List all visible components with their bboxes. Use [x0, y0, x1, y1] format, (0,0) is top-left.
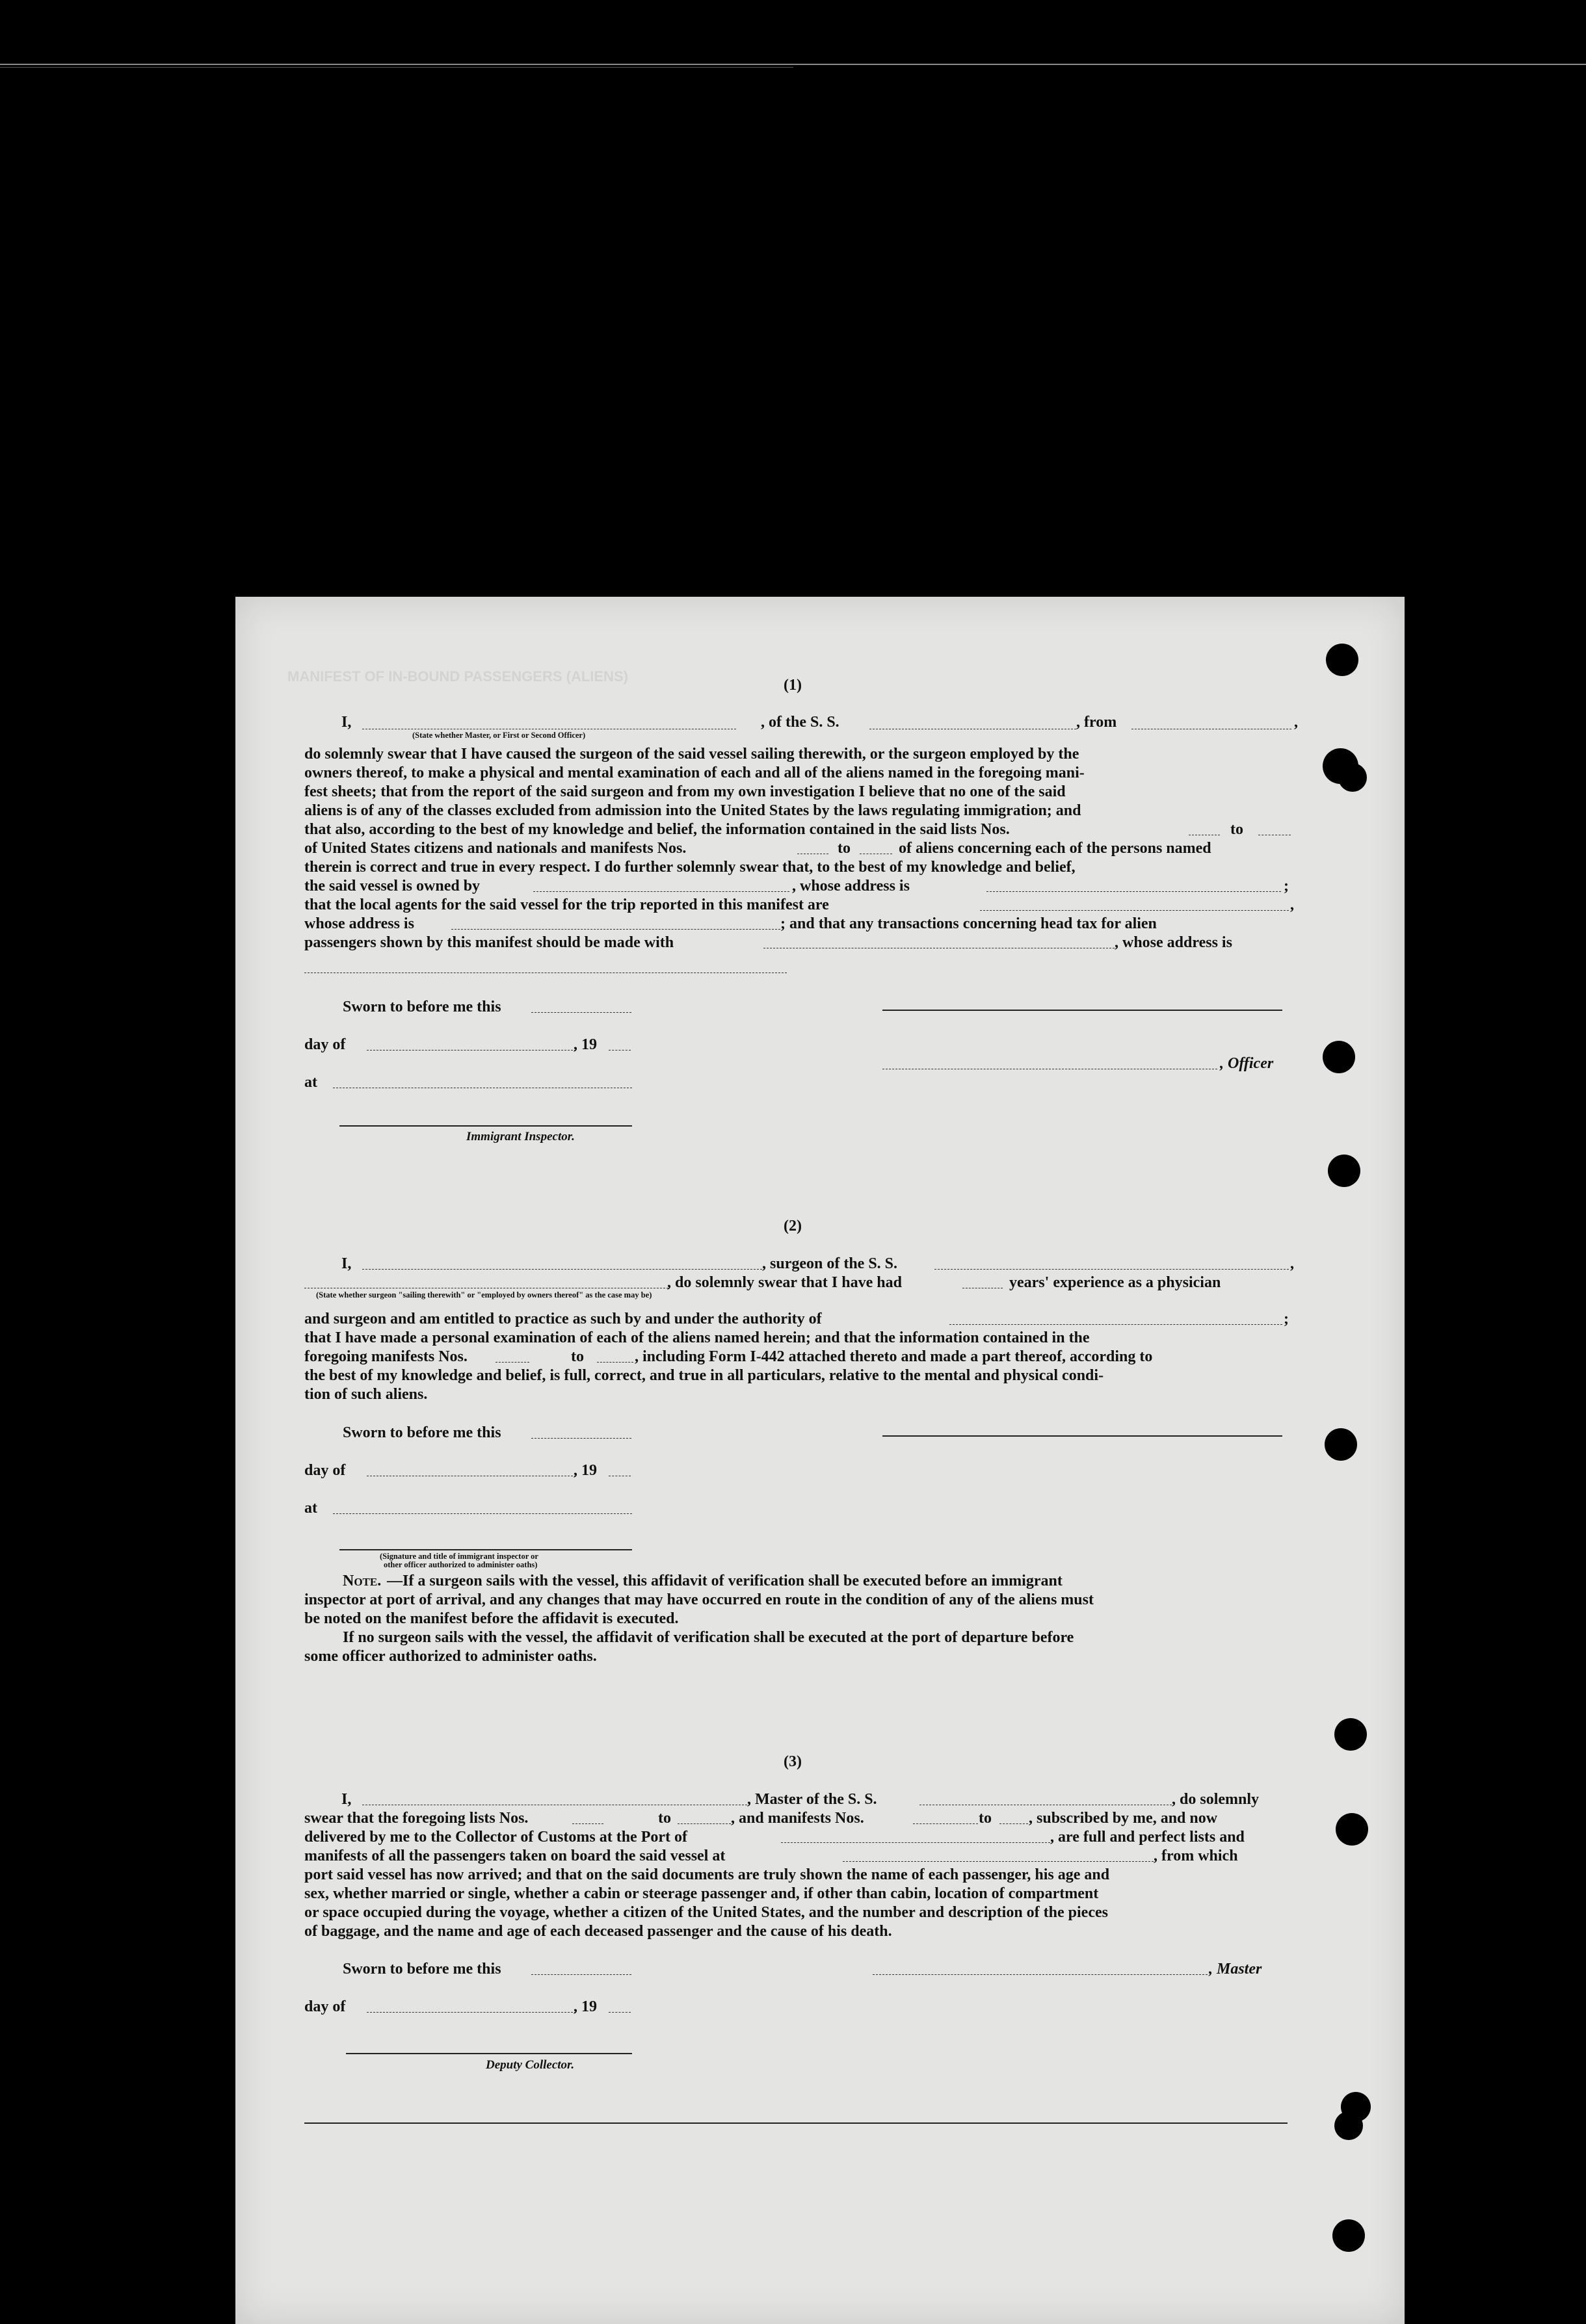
s2-note-line-0: —If a surgeon sails with the vessel, this affidavit of verification shall be executed before an immigrant [387, 1573, 1063, 1589]
binding-hole [1336, 1813, 1368, 1846]
s3-master-of-ss: , Master of the S. S. [747, 1791, 877, 1808]
film-edge-line-lower [0, 67, 793, 68]
s3-day-of: day of [304, 1998, 346, 2015]
binding-hole [1328, 1155, 1360, 1187]
section-3-heading: (3) [784, 1753, 802, 1770]
s2-foregoing: foregoing manifests Nos. [304, 1348, 468, 1365]
s2-state-note: (State whether surgeon "sailing therewith" or "employed by owners thereof" as the case may be) [316, 1290, 652, 1299]
s1-line-4: that also, according to the best of my knowledge and belief, the information contained in the said lists Nos. [304, 821, 1010, 838]
s2-manifests-to-field [597, 1362, 633, 1363]
s1-owner-field [533, 891, 789, 892]
film-edge-line [0, 64, 1586, 65]
s1-signature-line [882, 1010, 1282, 1011]
s3-master: , Master [1209, 1961, 1262, 1978]
s3-from-which: , from which [1154, 1847, 1238, 1864]
s1-comma: , [1294, 714, 1298, 731]
s1-owner-address-field [986, 891, 1281, 892]
s2-line-1: tion of such aliens. [304, 1386, 428, 1403]
s1-inspector: Immigrant Inspector. [466, 1130, 575, 1143]
s3-to: to [658, 1810, 671, 1827]
s2-day-of: day of [304, 1462, 346, 1479]
s1-line-6: therein is correct and true in every respect. I do further solemnly swear that, to the best of my knowledge and belief, [304, 859, 1076, 876]
s3-year: , 19 [574, 1998, 597, 2015]
s2-year: , 19 [574, 1462, 597, 1479]
s2-note-line-1: inspector at port of arrival, and any changes that may have occurred en route in the condition of any of the aliens must [304, 1591, 1094, 1608]
s2-note-label: Note. [343, 1573, 382, 1589]
s1-to-2: to [838, 840, 851, 857]
s2-authority-field [949, 1324, 1282, 1325]
s3-delivered: delivered by me to the Collector of Customs at the Port of [304, 1829, 687, 1846]
s3-deputy-line [346, 2053, 632, 2054]
s1-year-field [609, 1050, 631, 1051]
s1-sworn-field [531, 1012, 631, 1013]
s3-to-2: to [979, 1810, 992, 1827]
s2-do-solemnly: , do solemnly swear that I have had [667, 1274, 902, 1291]
s1-line-2: fest sheets; that from the report of the said surgeon and from my own investigation I believe that no one of the said [304, 783, 1066, 800]
s2-semicolon: ; [1284, 1311, 1289, 1327]
s3-sworn-field [531, 1974, 631, 1975]
s2-signature-line [882, 1435, 1282, 1437]
s2-years-exp: years' experience as a physician [1009, 1274, 1221, 1291]
s3-day-field [367, 2012, 576, 2013]
s1-whose-address: , whose address is [792, 878, 910, 894]
binding-hole [1334, 2111, 1363, 2140]
s2-personal-exam: that I have made a personal examination of each of the aliens named herein; and that the information contained in the [304, 1329, 1090, 1346]
s1-officer: , Officer [1220, 1055, 1274, 1072]
s2-note-line-3: If no surgeon sails with the vessel, the affidavit of verification shall be executed at the port of departure before [343, 1629, 1074, 1646]
s2-inspector-line [339, 1549, 632, 1550]
s3-line-3: of baggage, and the name and age of each deceased passenger and the cause of his death. [304, 1923, 892, 1940]
s2-manifests-from-field [496, 1362, 529, 1363]
s1-day-of: day of [304, 1036, 346, 1053]
binding-hole [1334, 1718, 1367, 1751]
s2-line-0: the best of my knowledge and belief, is full, correct, and true in all particulars, relative to the mental and physical condi- [304, 1367, 1104, 1384]
s1-year: , 19 [574, 1036, 597, 1053]
s3-manifests-all: manifests of all the passengers taken on board the said vessel at [304, 1847, 726, 1864]
binding-hole [1338, 763, 1367, 792]
s2-at-field [333, 1513, 632, 1514]
s1-i: I, [341, 714, 352, 731]
s2-authority: and surgeon and am entitled to practice as such by and under the authority of [304, 1311, 822, 1327]
s1-head-tax: ; and that any transactions concerning head tax for alien [780, 915, 1157, 932]
section-1-heading: (1) [784, 677, 802, 694]
bottom-rule [304, 2122, 1288, 2124]
s2-sig-note-1: (Signature and title of immigrant inspector or [380, 1552, 538, 1561]
s2-surgeon-of-ss: , surgeon of the S. S. [762, 1255, 898, 1272]
s2-sig-note-2: other officer authorized to administer oaths) [384, 1560, 538, 1569]
form-sheet [235, 597, 1405, 2324]
s2-i: I, [341, 1255, 352, 1272]
s3-lists-to-field [678, 1823, 731, 1824]
s2-vessel-field [934, 1269, 1289, 1270]
s1-of-ss: , of the S. S. [761, 714, 839, 731]
s3-deputy: Deputy Collector. [486, 2058, 575, 2072]
s1-of-aliens: of aliens concerning each of the persons named [899, 840, 1211, 857]
s1-agents-address-field [451, 929, 780, 930]
s3-swear-lists: swear that the foregoing lists Nos. [304, 1810, 529, 1827]
s3-manifests-to-field [999, 1823, 1028, 1824]
s1-line-7: the said vessel is owned by [304, 878, 481, 894]
s1-at: at [304, 1074, 317, 1091]
s1-inspector-line [339, 1125, 632, 1127]
s2-sworn-field [531, 1438, 631, 1439]
s3-full-perfect: , are full and perfect lists and [1050, 1829, 1245, 1846]
s3-i: I, [341, 1791, 352, 1808]
s2-sworn: Sworn to before me this [343, 1424, 501, 1441]
s3-line-2: or space occupied during the voyage, whether a citizen of the United States, and the number and description of the pieces [304, 1904, 1108, 1921]
bleed-through-stamp: MANIFEST OF IN-BOUND PASSENGERS (ALIENS) [287, 668, 628, 685]
s3-embark-port-field [843, 1861, 1154, 1862]
s2-at: at [304, 1500, 317, 1517]
s3-subscribed: , subscribed by me, and now [1029, 1810, 1218, 1827]
s1-line-10: passengers shown by this manifest should be made with [304, 934, 674, 951]
s1-sworn: Sworn to before me this [343, 999, 501, 1015]
s1-whose-address-2: , whose address is [1115, 934, 1232, 951]
s1-line-0: do solemnly swear that I have caused the surgeon of the said vessel sailing therewith, or the surgeon employed by the [304, 746, 1079, 763]
binding-hole [1326, 644, 1358, 676]
s1-line-5: of United States citizens and nationals and manifests Nos. [304, 840, 687, 857]
s1-line-9: whose address is [304, 915, 414, 932]
s3-line-0: port said vessel has now arrived; and that on the said documents are truly shown the name of each passenger, his age and [304, 1866, 1110, 1883]
s1-line-1: owners thereof, to make a physical and mental examination of each and all of the aliens named in the foregoing mani- [304, 764, 1085, 781]
s1-from: , from [1076, 714, 1117, 731]
s3-do-solemnly: , do solemnly [1172, 1791, 1260, 1808]
s1-semicolon: ; [1284, 878, 1289, 894]
section-2-heading: (2) [784, 1218, 802, 1234]
binding-hole [1332, 2219, 1365, 2252]
s3-year-field [609, 2012, 631, 2013]
s1-day-field [367, 1050, 576, 1051]
s1-comma-2: , [1290, 896, 1294, 913]
s2-to: to [571, 1348, 584, 1365]
s2-surgeon-name-field [362, 1269, 762, 1270]
s3-sworn: Sworn to before me this [343, 1961, 501, 1978]
binding-hole [1325, 1428, 1357, 1461]
s2-note-line-2: be noted on the manifest before the affidavit is executed. [304, 1610, 679, 1627]
s1-line-3: aliens is of any of the classes excluded from admission into the United States by the laws regulating immigration; and [304, 802, 1081, 819]
s1-state-note: (State whether Master, or First or Second Officer) [412, 731, 586, 740]
s1-to: to [1230, 821, 1243, 838]
s3-lists-from-field [572, 1823, 603, 1824]
s3-line-1: sex, whether married or single, whether a cabin or steerage passenger and, if other than cabin, location of compartment [304, 1885, 1099, 1902]
s2-form: , including Form I-442 attached thereto and made a part thereof, according to [635, 1348, 1153, 1365]
s1-line-8: that the local agents for the said vessel for the trip reported in this manifest are [304, 896, 829, 913]
binding-hole [1323, 1041, 1355, 1073]
s3-manifests-from-field [913, 1823, 978, 1824]
s1-agents-field [980, 910, 1289, 911]
s3-port-field [781, 1842, 1050, 1843]
s3-and-manifests: , and manifests Nos. [731, 1810, 864, 1827]
s2-note-line-4: some officer authorized to administer oaths. [304, 1648, 597, 1665]
s2-comma: , [1290, 1255, 1294, 1272]
s3-master-line [873, 1974, 1208, 1975]
